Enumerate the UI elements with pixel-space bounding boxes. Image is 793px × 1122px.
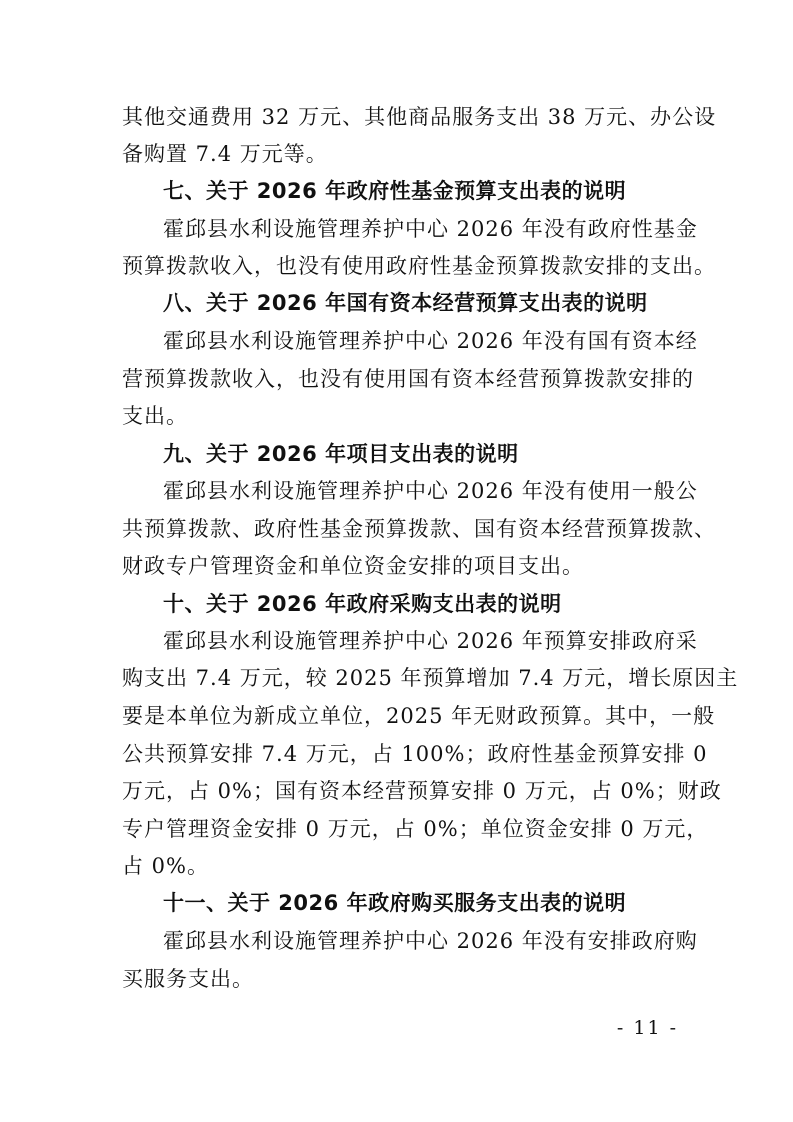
page-number: - 11 -: [616, 1017, 678, 1039]
body-line: 财政专户管理资金和单位资金安排的项目支出。: [122, 554, 584, 578]
body-line: 备购置 7.4 万元等。: [122, 142, 328, 166]
body-line: 其他交通费用 32 万元、其他商品服务支出 38 万元、办公设: [122, 105, 717, 129]
body-line: 要是本单位为新成立单位，2025 年无财政预算。其中，一般: [122, 704, 716, 728]
body-line: 买服务支出。: [122, 967, 254, 991]
body-line: 霍邱县水利设施管理养护中心 2026 年没有政府性基金: [163, 217, 698, 241]
body-line: 专户管理资金安排 0 万元，占 0%；单位资金安排 0 万元，: [122, 817, 709, 841]
body-line: 购支出 7.4 万元，较 2025 年预算增加 7.4 万元，增长原因主: [122, 666, 739, 690]
body-line: 预算拨款收入，也没有使用政府性基金预算拨款安排的支出。: [122, 254, 716, 278]
body-line: 占 0%。: [122, 854, 209, 878]
body-line: 霍邱县水利设施管理养护中心 2026 年预算安排政府采: [163, 629, 698, 653]
body-line: 霍邱县水利设施管理养护中心 2026 年没有使用一般公: [163, 479, 698, 503]
body-line: 共预算拨款、政府性基金预算拨款、国有资本经营预算拨款、: [122, 517, 716, 541]
section-heading-8: 八、关于 2026 年国有资本经营预算支出表的说明: [163, 291, 648, 315]
body-line: 营预算拨款收入，也没有使用国有资本经营预算拨款安排的: [122, 367, 694, 391]
body-line: 霍邱县水利设施管理养护中心 2026 年没有安排政府购: [163, 929, 698, 953]
body-line: 支出。: [122, 404, 188, 428]
body-line: 万元，占 0%；国有资本经营预算安排 0 万元，占 0%；财政: [122, 779, 722, 803]
section-heading-11: 十一、关于 2026 年政府购买服务支出表的说明: [163, 891, 627, 915]
body-line: 霍邱县水利设施管理养护中心 2026 年没有国有资本经: [163, 329, 698, 353]
body-line: 公共预算安排 7.4 万元，占 100%；政府性基金预算安排 0: [122, 742, 708, 766]
section-heading-10: 十、关于 2026 年政府采购支出表的说明: [163, 592, 562, 616]
section-heading-9: 九、关于 2026 年项目支出表的说明: [163, 442, 519, 466]
section-heading-7: 七、关于 2026 年政府性基金预算支出表的说明: [163, 179, 627, 203]
